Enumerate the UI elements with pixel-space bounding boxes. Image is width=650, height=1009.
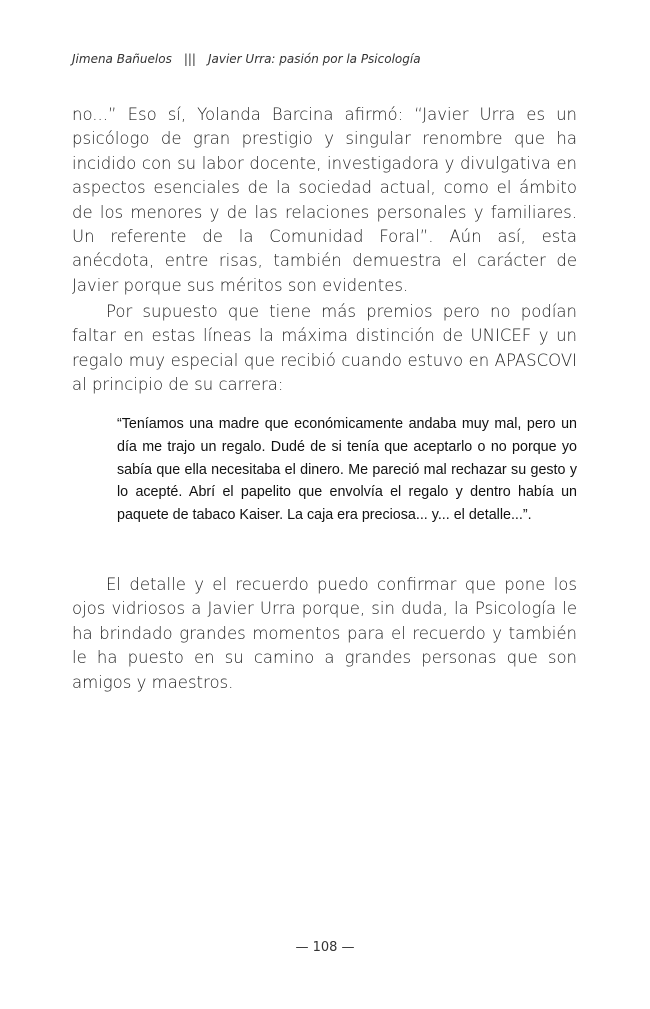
page-number: — 108 — <box>295 940 355 955</box>
running-header <box>72 52 421 66</box>
paragraph-text: no...” Eso sí, Yolanda Barcina afirmó: “Javier Urra es un psicólogo de gran prestigio y singular renombre que ha incidido con su labor docente, investigadora y divulgativa en aspectos esenciales de la sociedad actual, como el ámbito de los menores y de las relaciones personales y familiares. Un referente de la Comunidad Foral”. Aún así, esta anécdota, entre risas, también demuestra el carácter de Javier porque sus méritos son evidentes. <box>72 105 577 295</box>
body-paragraph-2 <box>72 300 577 398</box>
quote-text: “Teníamos una madre que económicamente andaba muy mal, pero un día me trajo un regalo. Dudé de si tenía que aceptarlo o no porque yo sabía que ella necesitaba el dinero. Me pareció mal rechazar su gesto y lo acepté. Abrí el papelito que envolvía el regalo y dentro había un paquete de tabaco Kaiser. La caja era preciosa... y... el detalle...”. <box>117 416 577 524</box>
paragraph-text: Por supuesto que tiene más premios pero no podían faltar en estas líneas la máxima distinción de UNICEF y un regalo muy especial que recibió cuando estuvo en APASCOVI al principio de su carrera: <box>72 302 577 395</box>
header-author: Jimena Bañuelos <box>72 52 172 66</box>
paragraph-text: El detalle y el recuerdo puedo confirmar que pone los ojos vidriosos a Javier Urra porque, sin duda, la Psicología le ha brindado grandes momentos para el recuerdo y también le ha puesto en su camino a grandes personas que son amigos y maestros. <box>72 575 577 692</box>
header-separator: ||| <box>183 52 196 66</box>
body-paragraph-1 <box>72 103 577 298</box>
header-book-title: Javier Urra: pasión por la Psicología <box>207 52 421 66</box>
body-paragraph-3 <box>72 573 577 695</box>
block-quote <box>117 413 577 527</box>
